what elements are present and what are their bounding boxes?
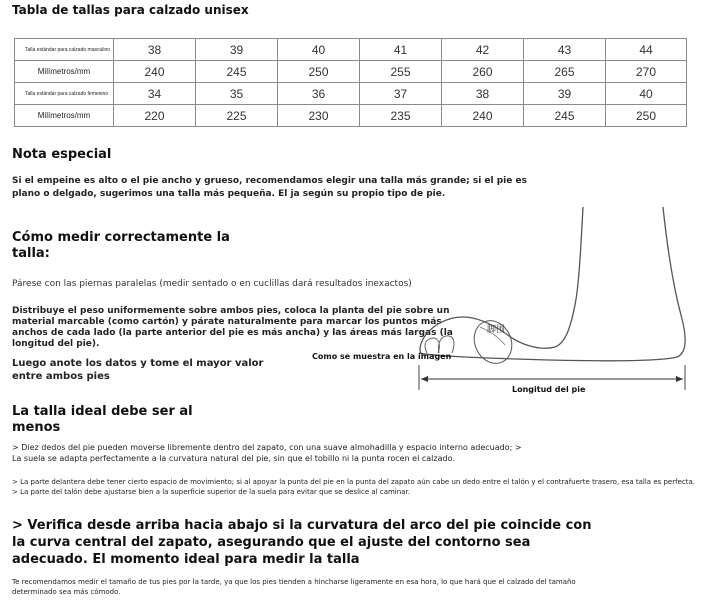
figure-caption: Como se muestra en la imagen xyxy=(312,352,452,361)
table-cell: 35 xyxy=(196,83,278,105)
foot-girth-tag: 脚围 xyxy=(487,325,506,335)
table-row xyxy=(15,105,687,127)
table-cell: 39 xyxy=(524,83,606,105)
table-cell: 245 xyxy=(196,61,278,83)
table-cell: 42 xyxy=(442,39,524,61)
table-cell: 40 xyxy=(606,83,687,105)
table-cell: 255 xyxy=(360,61,442,83)
nota-heading: Nota especial xyxy=(12,147,112,162)
table-cell: 225 xyxy=(196,105,278,127)
table-cell: 41 xyxy=(360,39,442,61)
table-cell: 40 xyxy=(278,39,360,61)
table-cell: 43 xyxy=(524,39,606,61)
nota-text: Si el empeine es alto o el pie ancho y grueso, recomendamos elegir una talla más grande; si el pie es plano o delgado, sugerimos una talla más pequeña. El ja según su propio tipo de pie. xyxy=(12,176,527,199)
table-cell: 250 xyxy=(606,105,687,127)
row-label: Milímetros/mm xyxy=(15,61,114,83)
table-cell: 38 xyxy=(114,39,196,61)
row-label: Talla estándar para calzado femenino xyxy=(15,83,114,105)
table-cell: 36 xyxy=(278,83,360,105)
table-cell: 245 xyxy=(524,105,606,127)
medir-p3: Luego anote los datos y tome el mayor valor entre ambos pies xyxy=(12,358,264,382)
table-cell: 235 xyxy=(360,105,442,127)
table-cell: 230 xyxy=(278,105,360,127)
table-cell: 44 xyxy=(606,39,687,61)
foot-illustration xyxy=(405,205,705,400)
table-cell: 39 xyxy=(196,39,278,61)
table-cell: 34 xyxy=(114,83,196,105)
table-cell: 260 xyxy=(442,61,524,83)
table-row xyxy=(15,61,687,83)
ideal-p1: > Diez dedos del pie pueden moverse libremente dentro del zapato, con una suave almohadilla y espacio interno adecuado; > La suela se adapta perfectamente a la curvatura natural del pie, sin que el tobillo ni la punta rocen el calzado. xyxy=(12,443,522,463)
page-title: Tabla de tallas para calzado unisex xyxy=(12,3,249,17)
table-cell: 240 xyxy=(442,105,524,127)
row-label: Talla estándar para calzado masculino xyxy=(15,39,114,61)
table-cell: 250 xyxy=(278,61,360,83)
ideal-p2: > La parte delantera debe tener cierto espacio de movimiento; si al apoyar la punta del pie en la punta del zapato aún cabe un dedo entre el talón y el contrafuerte trasero, esa talla es perfecta. > La parte del talón debe ajustarse bien a la superficie superior de la suela para evitar que se deslice al caminar. xyxy=(12,478,695,496)
table-cell: 240 xyxy=(114,61,196,83)
medir-heading: Cómo medir correctamente la talla: xyxy=(12,230,230,261)
length-label: Longitud del pie xyxy=(512,385,586,394)
size-table xyxy=(14,38,687,127)
medir-p2: Distribuye el peso uniformemente sobre ambos pies, coloca la planta del pie sobre un material marcable (como cartón) y párate naturalmente para marcar los puntos más anchos de cada lado (la parte anterior del pie es más ancha) y las áreas más largas (la longitud del pie). xyxy=(12,306,453,349)
table-cell: 38 xyxy=(442,83,524,105)
table-cell: 37 xyxy=(360,83,442,105)
table-row xyxy=(15,39,687,61)
table-cell: 265 xyxy=(524,61,606,83)
ideal-big-text: > Verifica desde arriba hacia abajo si la curvatura del arco del pie coincide con la curva central del zapato, asegurando que el ajuste del contorno sea adecuado. El momento ideal para medir la talla xyxy=(12,518,592,567)
table-cell: 270 xyxy=(606,61,687,83)
ideal-heading: La talla ideal debe ser al menos xyxy=(12,404,193,435)
table-row xyxy=(15,83,687,105)
table-cell: 220 xyxy=(114,105,196,127)
ideal-final: Te recomendamos medir el tamaño de tus pies por la tarde, ya que los pies tienden a hincharse ligeramente en esa hora, lo que hará que el calzado del tamaño determinado sea más cómodo. xyxy=(12,578,576,596)
row-label: Milímetros/mm xyxy=(15,105,114,127)
medir-p1: Párese con las piernas paralelas (medir sentado o en cuclillas dará resultados inexactos) xyxy=(12,279,412,289)
